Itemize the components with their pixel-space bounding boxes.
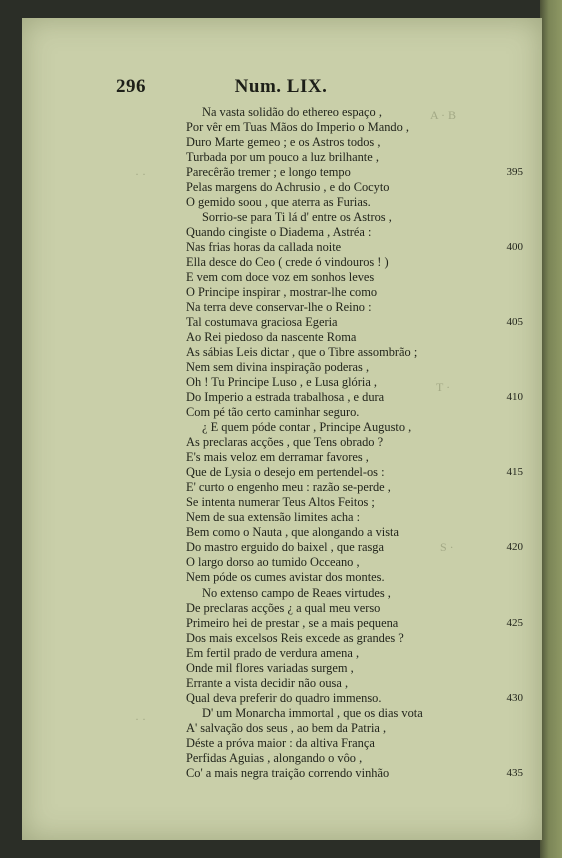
verse-line (186, 450, 471, 465)
verse-text: Primeiro hei de prestar , se a mais pequena (186, 615, 399, 630)
running-head: Num. LIX. (234, 76, 328, 97)
verse-text: Sorrio-se para Ti lá d' entre os Astros , (202, 210, 392, 225)
verse-line (186, 255, 471, 270)
verse-text: As preclaras acções , que Tens obrado ? (186, 435, 384, 450)
verse-text: O largo dorso ao tumido Occeano , (186, 555, 360, 570)
facing-page-edge (540, 0, 562, 858)
verse-line (186, 555, 471, 570)
verse-text: A' salvação dos seus , ao bem da Patria , (186, 720, 387, 735)
verse-text: Errante a vista decidir não ousa , (186, 675, 349, 690)
verse-line (186, 601, 471, 616)
verse-text: Quando cingiste o Diadema , Astréa : (186, 225, 372, 240)
verse-text: Nem sem divina inspiração poderas , (186, 360, 370, 375)
verse-text: Pelas margens do Achrusio , e do Cocyto (186, 180, 390, 195)
verse-line (186, 120, 471, 135)
show-through-mark: T · (436, 380, 451, 394)
verse-text: Perfidas Aguias , alongando o vôo , (186, 750, 363, 765)
verse-line (186, 180, 471, 195)
verse-text: Que de Lysia o desejo em pertendel-os : (186, 465, 385, 480)
verse-line (186, 105, 471, 120)
verse-line (186, 375, 471, 390)
verse-line (186, 570, 471, 585)
verse-text: Do mastro erguido do baixel , que rasga (186, 540, 384, 555)
verse-line (186, 721, 471, 736)
verse-line (186, 540, 523, 555)
verse-line (186, 631, 471, 646)
verse-line (186, 225, 471, 240)
verse-line (186, 465, 523, 480)
verse-text: Tal costumava graciosa Egeria (186, 315, 338, 330)
show-through-mark: · · (135, 712, 146, 726)
line-number: 400 (506, 241, 523, 254)
verse-line (186, 525, 471, 540)
verse-line (186, 330, 471, 345)
verse-line (186, 135, 471, 150)
verse-line (186, 480, 471, 495)
verse-text: Ao Rei piedoso da nascente Roma (186, 330, 357, 345)
verse-text: Dos mais excelsos Reis excede as grandes ? (186, 630, 404, 645)
verse-text: Déste a próva maior : da altiva França (186, 735, 375, 750)
verse-line (186, 165, 523, 180)
verse-line (186, 315, 523, 330)
verse-line (186, 690, 523, 706)
verse-text: De preclaras acções ¿ a qual meu verso (186, 600, 381, 615)
line-number: 405 (506, 316, 523, 329)
verse-text: ¿ E quem póde contar , Principe Augusto , (202, 420, 412, 435)
verse-text: Turbada por um pouco a luz brilhante , (186, 150, 379, 165)
verse-line (186, 676, 471, 691)
verse-text: Parecêrão tremer ; e longo tempo (186, 165, 351, 180)
verse-text: Na terra deve conservar-lhe o Reino : (186, 300, 372, 315)
line-number: 430 (506, 691, 523, 704)
verse-text: Ella desce do Ceo ( crede ó vindouros ! ) (186, 255, 389, 270)
verse-line (186, 360, 471, 375)
verse-text: Qual deva preferir do quadro immenso. (186, 690, 382, 705)
verse-block (186, 105, 523, 781)
verse-text: Nem de sua extensão limites acha : (186, 510, 361, 525)
verse-text: Onde mil flores variadas surgem , (186, 660, 354, 675)
verse-text: E vem com doce voz em sonhos leves (186, 270, 375, 285)
verse-text: As sábias Leis dictar , que o Tibre assombrão ; (186, 345, 418, 360)
verse-text: Nem póde os cumes avistar dos montes. (186, 570, 385, 585)
verse-text: Oh ! Tu Principe Luso , e Lusa glória , (186, 375, 378, 390)
verse-text: Na vasta solidão do ethereo espaço , (202, 105, 382, 119)
verse-line (186, 345, 471, 360)
page-number: 296 (116, 76, 146, 97)
verse-text: Nas frias horas da callada noite (186, 240, 342, 255)
line-number: 410 (506, 391, 523, 404)
verse-line (186, 510, 471, 525)
verse-line (186, 285, 471, 300)
verse-line (186, 210, 471, 225)
verse-text: Com pé tão certo caminhar seguro. (186, 405, 360, 420)
line-number: 425 (506, 616, 523, 629)
verse-line (186, 300, 471, 315)
verse-line (186, 615, 523, 631)
verse-text: No extenso campo de Reaes virtudes , (202, 585, 391, 600)
show-through-mark: S · (440, 540, 454, 554)
show-through-mark: A · B (430, 108, 457, 122)
verse-text: Do Imperio a estrada trabalhosa , e dura (186, 390, 385, 405)
verse-text: Por vêr em Tuas Mãos do Imperio o Mando , (186, 120, 410, 135)
show-through-mark: · · (135, 167, 146, 181)
verse-text: Duro Marte gemeo ; e os Astros todos , (186, 135, 381, 150)
verse-text: Se intenta numerar Teus Altos Feitos ; (186, 495, 375, 510)
verse-text: E's mais veloz em derramar favores , (186, 450, 369, 465)
verse-text: Bem como o Nauta , que alongando a vista (186, 525, 399, 540)
line-number: 435 (506, 766, 523, 779)
verse-line (186, 390, 523, 405)
verse-line (186, 765, 523, 781)
verse-line (186, 586, 471, 601)
verse-line (186, 270, 471, 285)
verse-line (186, 195, 471, 210)
line-number: 415 (506, 466, 523, 479)
verse-text: Co' a mais negra traição correndo vinhão (186, 765, 390, 780)
verse-line (186, 736, 471, 751)
verse-line (186, 751, 471, 766)
verse-line (186, 435, 471, 450)
verse-line (186, 240, 523, 255)
verse-line (186, 405, 471, 420)
verse-line (186, 150, 471, 165)
verse-line (186, 420, 471, 435)
verse-text: O Principe inspirar , mostrar-lhe como (186, 285, 378, 300)
line-number: 395 (506, 166, 523, 179)
verse-line (186, 646, 471, 661)
line-number: 420 (506, 541, 523, 554)
verse-line (186, 706, 471, 721)
verse-text: E' curto o engenho meu : razão se-perde , (186, 480, 391, 495)
verse-text: Em fertil prado de verdura amena , (186, 645, 360, 660)
verse-line (186, 495, 471, 510)
verse-line (186, 661, 471, 676)
verse-text: O gemido soou , que aterra as Furias. (186, 195, 371, 210)
verse-text: D' um Monarcha immortal , que os dias vota (202, 705, 423, 720)
